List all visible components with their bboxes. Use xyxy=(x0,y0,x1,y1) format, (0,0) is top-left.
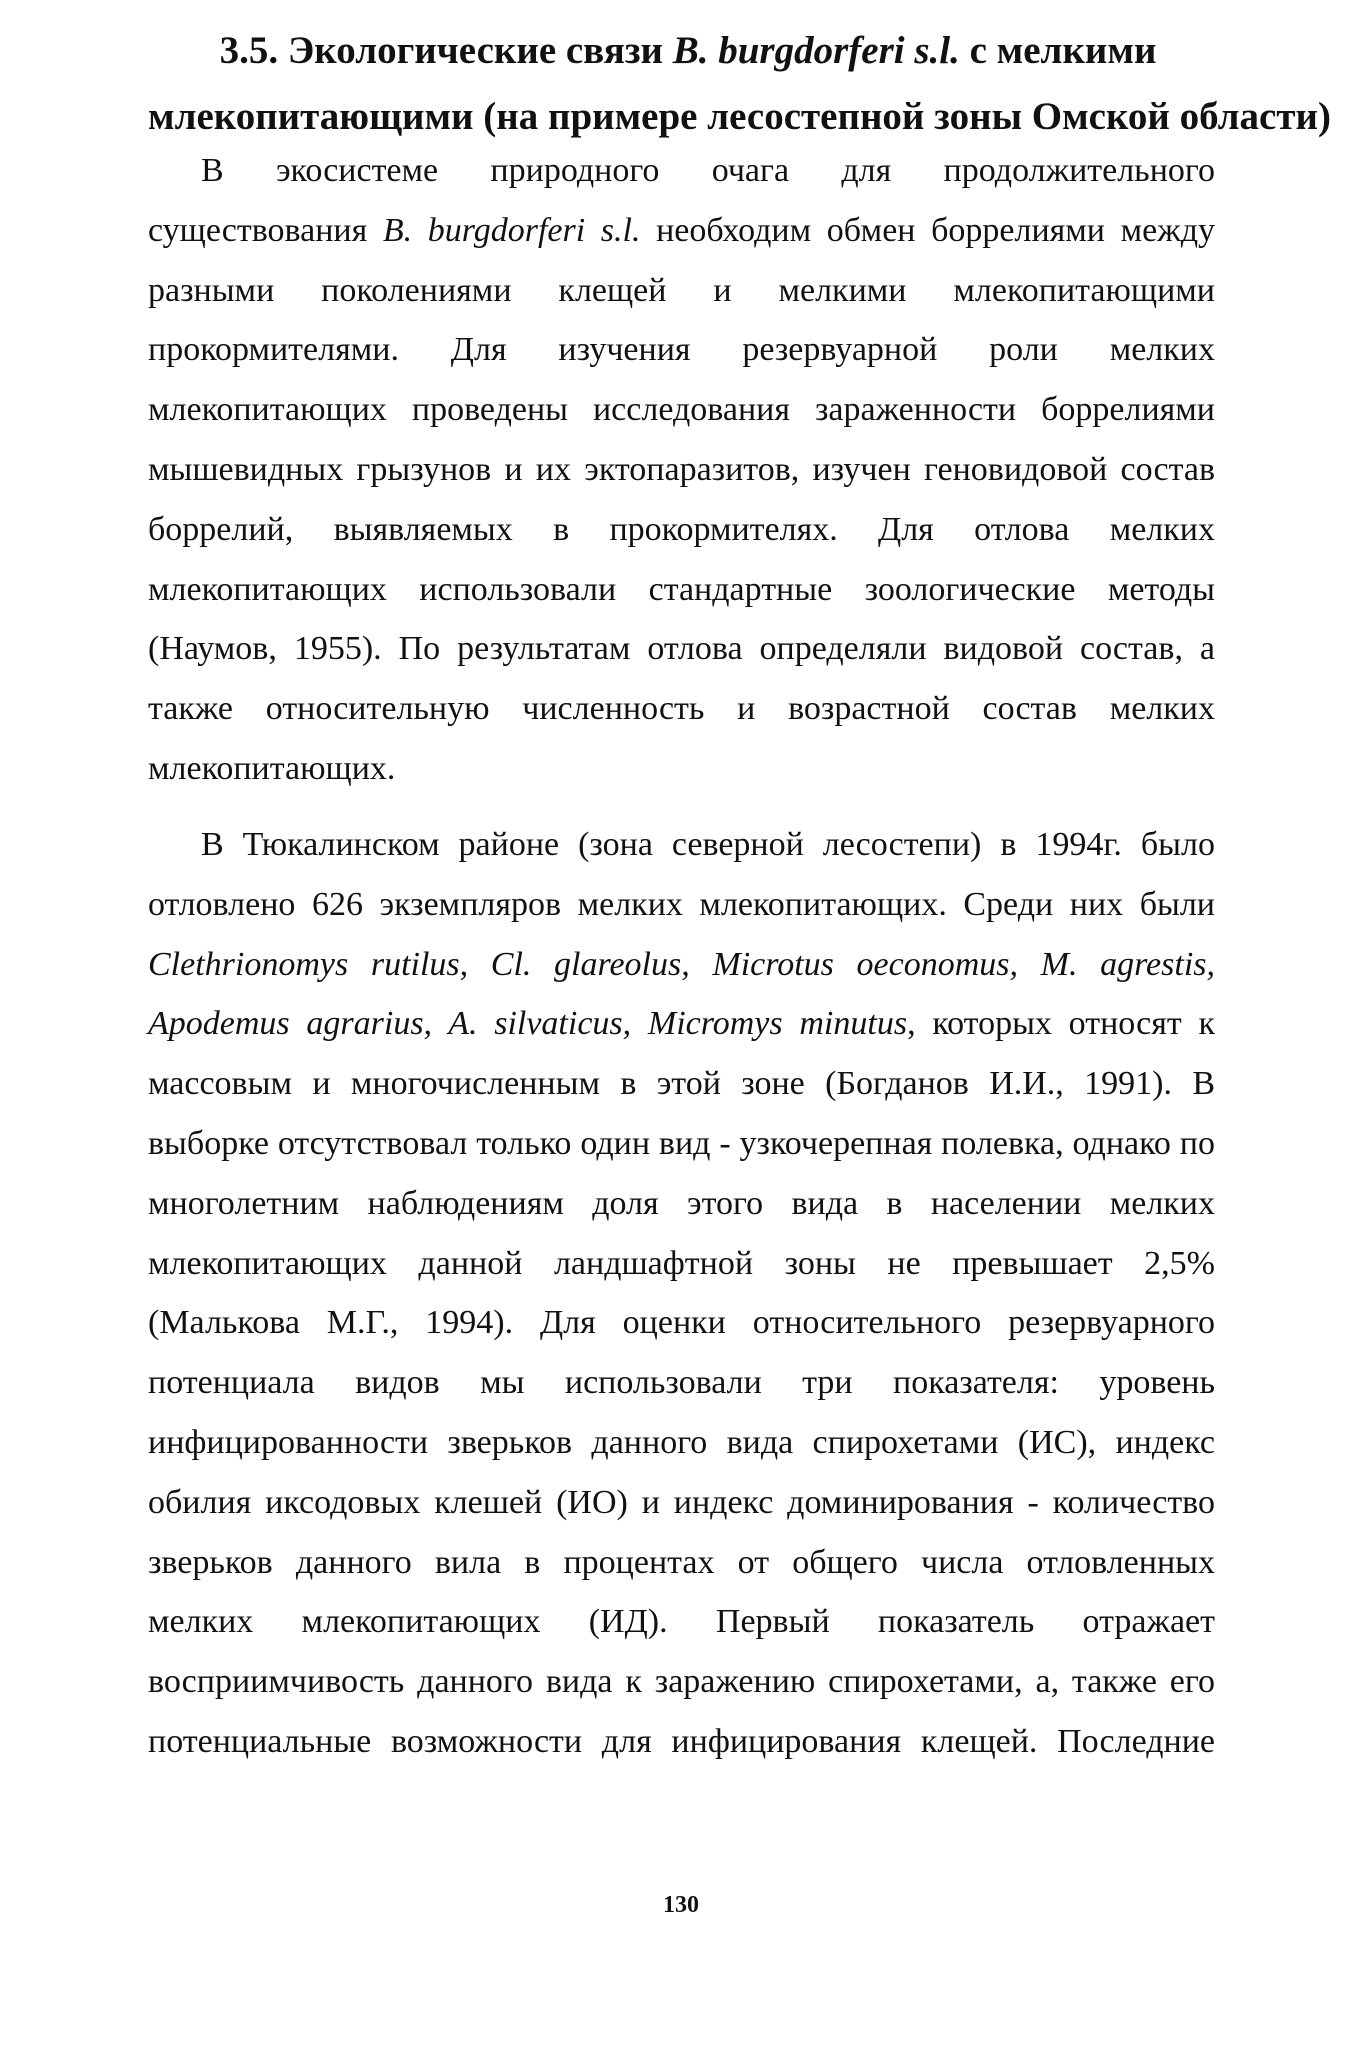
page-number: 130 xyxy=(663,1892,699,1918)
text-line: потенциала видов мы использовали три показателя: уровень xyxy=(148,1364,1215,1402)
text-line: млекопитающих использовали стандартные зоологические методы xyxy=(148,570,1215,608)
text-line: В экосистеме природного очага для продолжительного xyxy=(201,152,1215,189)
text-line: потенциальные возможности для инфицирования клещей. Последние xyxy=(148,1722,1215,1760)
text-line: выборке отсутствовал только один вид - узкочерепная полевка, однако по xyxy=(148,1124,1215,1162)
text-line: восприимчивость данного вида к заражению спирохетами, а, также его xyxy=(148,1663,1215,1701)
text-line: Apodemus agrarius, A. silvaticus, Micromys minutus, которых относят к xyxy=(148,1005,1215,1043)
text-line: (Малькова М.Г., 1994). Для оценки относительного резервуарного xyxy=(148,1304,1215,1342)
section-heading xyxy=(148,18,1331,150)
text-line: также относительную численность и возрастной состав мелких xyxy=(148,690,1215,728)
heading-species-name: B. burgdorferi s.l. xyxy=(672,29,960,72)
text-line: прокормителями. Для изучения резервуарной роли мелких xyxy=(148,331,1215,369)
text-line: млекопитающих данной ландшафтной зоны не превышает 2,5% xyxy=(148,1244,1215,1282)
text-line: (Наумов, 1955). По результатам отлова определяли видовой состав, а xyxy=(148,630,1215,668)
text-line: В Тюкалинском районе (зона северной лесостепи) в 1994г. было xyxy=(201,826,1215,863)
text-line: многолетним наблюдениям доля этого вида в населении мелких xyxy=(148,1184,1215,1222)
paragraph-1 xyxy=(148,141,1215,799)
text-line: зверьков данного вила в процентах от общего числа отловленных xyxy=(148,1543,1215,1581)
text-line: боррелий, выявляемых в прокормителях. Для отлова мелких xyxy=(148,510,1215,548)
text-line: обилия иксодовых клешей (ИО) и индекс доминирования - количество xyxy=(148,1483,1215,1521)
text-line: разными поколениями клещей и мелкими млекопитающими xyxy=(148,271,1215,309)
species-name: B. burgdorferi s.l. xyxy=(382,211,641,249)
text-line: мышевидных грызунов и их эктопаразитов, изучен геновидовой состав xyxy=(148,450,1215,488)
text-line: отловлено 626 экземпляров мелких млекопитающих. Среди них были xyxy=(148,885,1215,923)
species-list: Apodemus agrarius, A. silvaticus, Micromys minutus xyxy=(148,1005,908,1043)
text-line: млекопитающих. xyxy=(148,749,396,787)
species-list: Clethrionomys rutilus, Cl. glareolus, Microtus oeconomus, M. agrestis, xyxy=(148,945,1215,983)
heading-line-1: 3.5. Экологические связи B. burgdorferi s.l. с мелкими xyxy=(219,29,1157,72)
paragraph-2 xyxy=(148,815,1215,1772)
text-line: млекопитающих проведены исследования зараженности боррелиями xyxy=(148,391,1215,429)
text-line xyxy=(148,935,1215,995)
text-line: массовым и многочисленным в этой зоне (Богданов И.И., 1991). В xyxy=(148,1065,1215,1103)
text-line: инфицированности зверьков данного вида спирохетами (ИС), индекс xyxy=(148,1423,1215,1461)
text-line: мелких млекопитающих (ИД). Первый показатель отражает xyxy=(148,1603,1215,1641)
heading-line-2: млекопитающими (на примере лесостепной зоны Омской области) xyxy=(148,95,1331,138)
text-line: существования B. burgdorferi s.l. необходим обмен боррелиями между xyxy=(148,211,1215,249)
